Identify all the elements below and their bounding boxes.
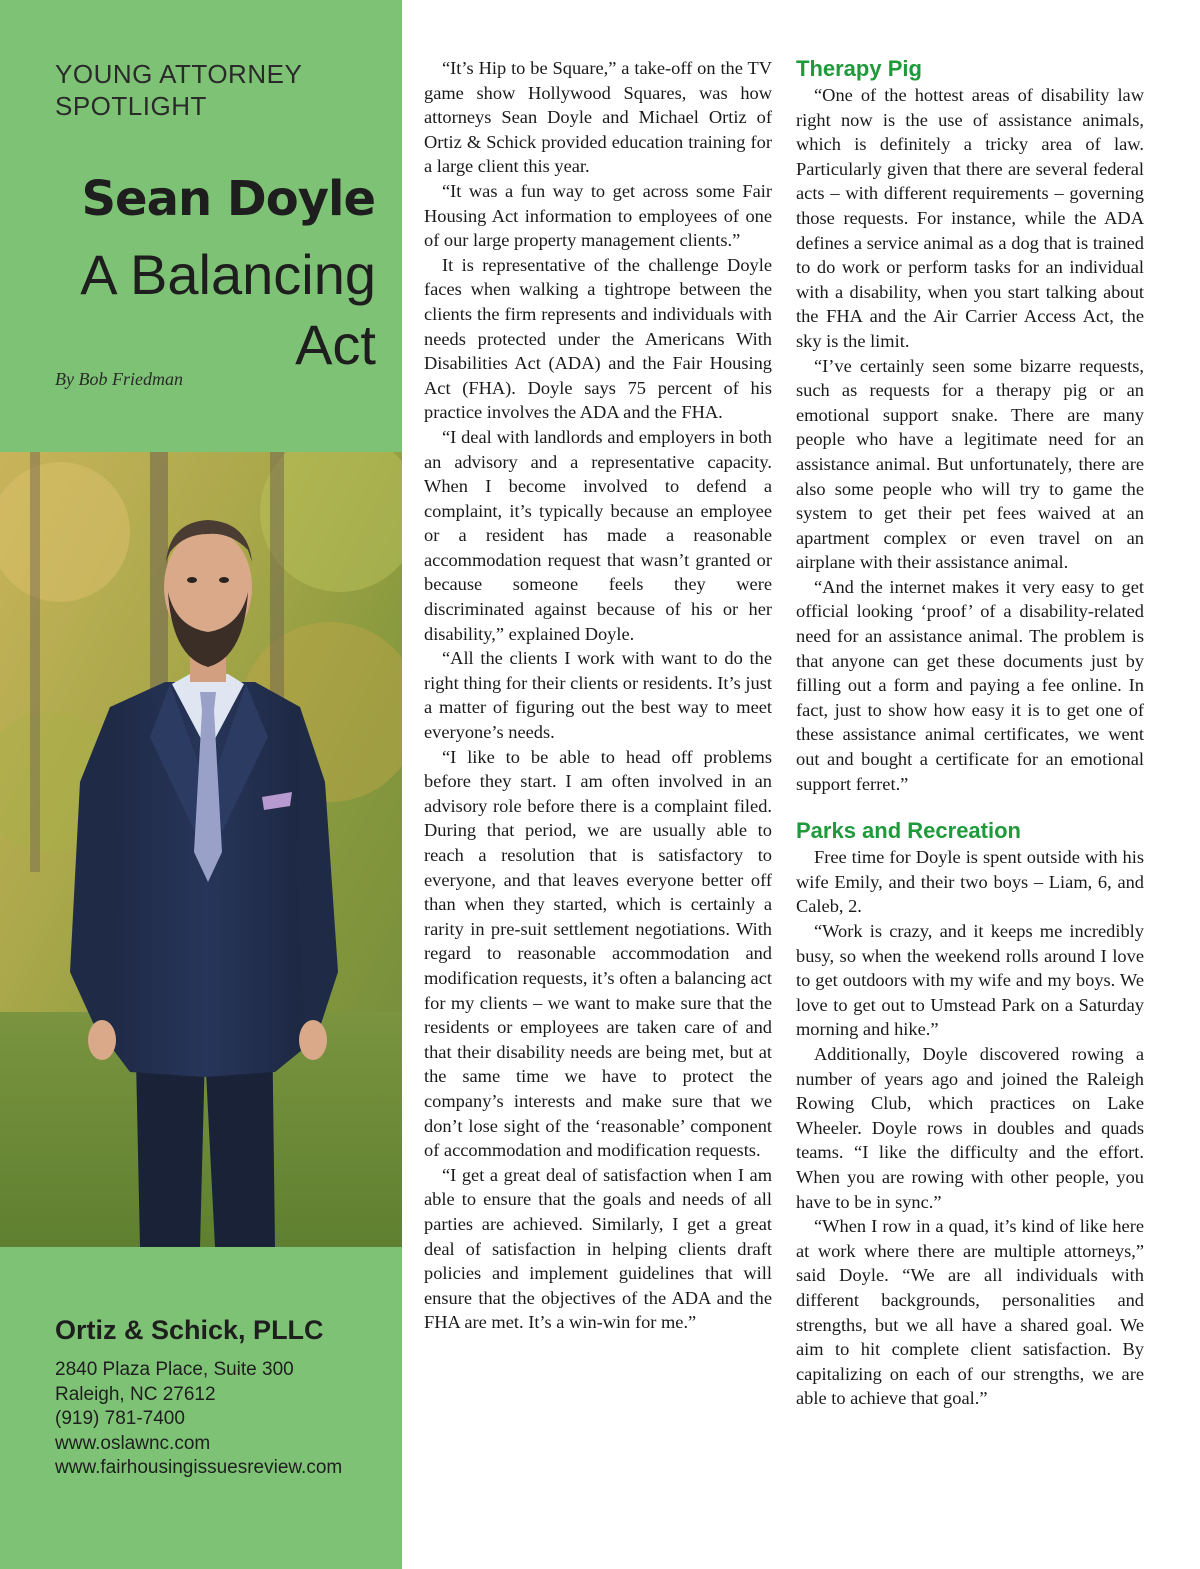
paragraph: “Work is crazy, and it keeps me incredibly busy, so when the weekend rolls around I love to get outdoors with my wife and my boys. We love to get out to Umstead Park on a Saturday morning and hike.”	[796, 921, 1144, 1040]
firm-address-line1: 2840 Plaza Place, Suite 300	[55, 1359, 294, 1380]
kicker-line-2: SPOTLIGHT	[55, 91, 207, 121]
article-column-2	[796, 56, 1144, 1411]
subtitle-line-1: A Balancing	[80, 243, 376, 306]
portrait-photo	[0, 452, 402, 1247]
paragraph: It is representative of the challenge Doyle faces when walking a tightrope between the clients the firm represents and individuals with needs protected under the Americans With Disabilities Act (ADA) and the Fair Housing Act (FHA). Doyle says 75 percent of his practice involves the ADA and the FHA.	[424, 254, 772, 423]
paragraph: “I get a great deal of satisfaction when I am able to ensure that the goals and needs of all parties are achieved. Similarly, I get a great deal of satisfaction in helping clients draft policies and implement guidelines that will ensure that the objectives of the ADA and the FHA are met. It’s a win-win for me.”	[424, 1164, 772, 1333]
firm-website-1[interactable]: www.oslawnc.com	[55, 1432, 211, 1454]
paragraph: “I’ve certainly seen some bizarre requests, such as requests for a therapy pig or an emotional support snake. There are many people who have a legitimate need for an assistance animal. But unfortunately, there are also some people who will try to game the system to get their pet fees waived at an apartment complex or even travel on an airplane with their assistance animal.	[796, 355, 1144, 573]
byline: By Bob Friedman	[55, 369, 183, 389]
firm-address-line2: Raleigh, NC 27612	[55, 1383, 216, 1405]
paragraph: Free time for Doyle is spent outside with his wife Emily, and their two boys – Liam, 6, and Caleb, 2.	[796, 847, 1144, 917]
sidebar	[0, 0, 402, 1569]
kicker-line-1: YOUNG ATTORNEY	[55, 59, 303, 89]
paragraph: “When I row in a quad, it’s kind of like here at work where there are multiple attorneys,” said Doyle. “We are all individuals with different backgrounds, personalities and strengths, but we all have a shared goal. We aim to hit complete client satisfaction. By capitalizing on each of our strengths, we are able to achieve that goal.”	[796, 1216, 1144, 1409]
section-heading-parks-recreation: Parks and Recreation	[796, 818, 1021, 844]
section-kicker	[55, 58, 302, 122]
firm-phone: (919) 781-7400	[55, 1408, 185, 1429]
subtitle-line-2: Act	[295, 313, 376, 376]
firm-website-2[interactable]: www.fairhousingissuesreview.com	[55, 1457, 343, 1478]
portrait-illustration	[0, 452, 402, 1247]
paragraph: “One of the hottest areas of disability law right now is the use of assistance animals, which is definitely a tricky area of law. Particularly given that there are several federal acts – with different requirements – governing those requests. For instance, while the ADA defines a service animal as a dog that is trained to do work or perform tasks for an individual with a disability, when you start talking about the FHA and the Air Carrier Access Act, the sky is the limit.	[796, 85, 1144, 351]
article-subtitle	[40, 240, 376, 380]
paragraph: Additionally, Doyle discovered rowing a number of years ago and joined the Raleigh Rowing Club, which practices on Lake Wheeler. Doyle rows in doubles and quads teams. “I like the difficulty and the effort. When you are rowing with other people, you have to be in sync.”	[796, 1043, 1144, 1212]
paragraph: “It’s Hip to be Square,” a take-off on the TV game show Hollywood Squares, was how attorneys Sean Doyle and Michael Ortiz of Ortiz & Schick provided education training for a large client this year.	[424, 58, 772, 177]
firm-name: Ortiz & Schick, PLLC	[55, 1315, 324, 1345]
paragraph: “All the clients I work with want to do the right thing for their clients or residents. It’s just a matter of figuring out the best way to meet everyone’s needs.	[424, 648, 772, 743]
firm-contact	[55, 1358, 342, 1481]
article-column-1	[424, 56, 772, 1335]
paragraph: “It was a fun way to get across some Fair Housing Act information to employees of one of our large property management clients.”	[424, 180, 772, 251]
paragraph: “And the internet makes it very easy to get official looking ‘proof’ of a disability-related need for an assistance animal. The problem is that anyone can get these documents just by filling out a form and paying a fee online. In fact, just to show how easy it is to get one of these assistance animal certificates, we went out and bought a certificate for an emotional support ferret.”	[796, 576, 1144, 794]
article-title-name: Sean Doyle	[81, 171, 375, 227]
paragraph: “I deal with landlords and employers in both an advisory and a representative capacity. When I become involved to defend a complaint, it’s typically because an employee or a resident has made a reasonable accommodation request that wasn’t granted or because someone feels they were discriminated against because of his or her disability,” explained Doyle.	[424, 426, 772, 644]
section-heading-therapy-pig: Therapy Pig	[796, 56, 922, 81]
paragraph: “I like to be able to head off problems before they start. I am often involved in an advisory role before there is a complaint filed. During that period, we are usually able to reach a resolution that is satisfactory to everyone, and that leaves everyone better off than when they started, which is certainly a rarity in pre-suit settlement negotiations. With regard to reasonable accommodation and modification requests, it’s often a balancing act for my clients – we want to make sure that the residents or employees are taken care of and that their disability needs are being met, but at the same time we have to protect the company’s interests and make sure that we don’t lose sight of the ‘reasonable’ component of accommodation and modification requests.	[424, 746, 772, 1161]
